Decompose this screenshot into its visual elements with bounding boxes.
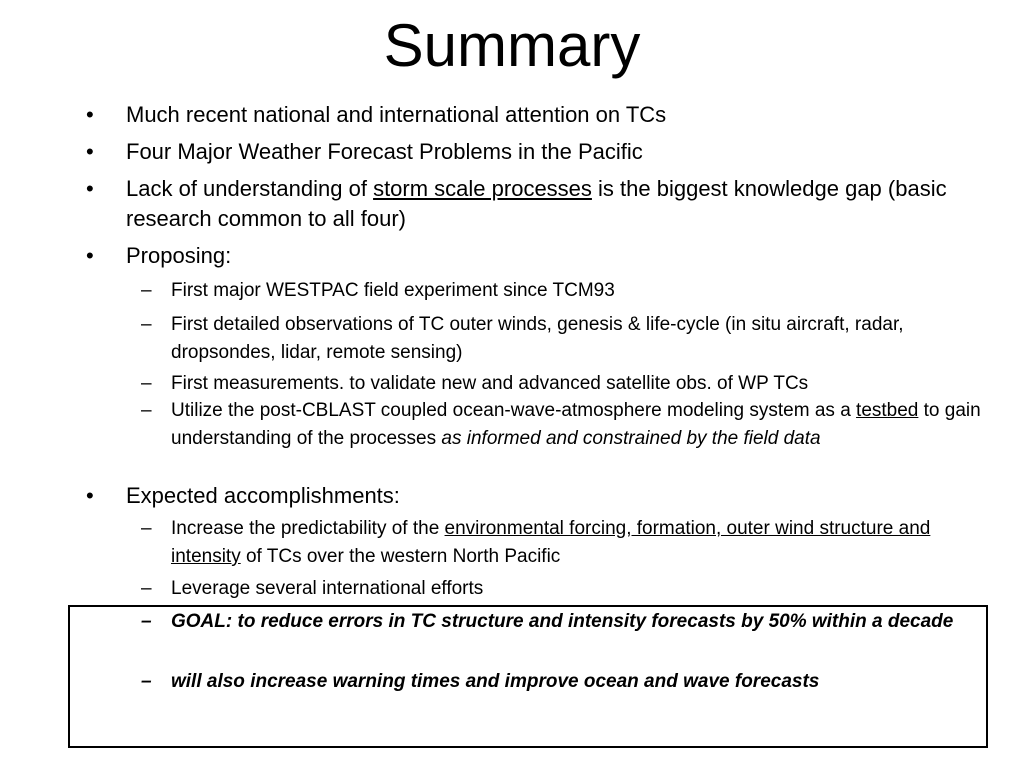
sub-bullet-item	[141, 515, 991, 571]
bullet-marker: •	[86, 102, 94, 127]
sub-bullet-text: First detailed observations of TC outer winds, genesis & life-cycle (in situ aircraft, radar, dropsondes, lidar, remote sensing)	[171, 314, 904, 363]
bullet-text: Expected accomplishments:	[126, 483, 400, 508]
bullet-text: Much recent national and international attention on TCs	[126, 102, 667, 127]
bullet-marker: •	[86, 139, 94, 164]
dash-marker: –	[141, 518, 152, 539]
bullet-text: Lack of understanding of	[126, 176, 374, 201]
dash-marker: –	[141, 373, 152, 394]
underlined-term: testbed	[856, 400, 919, 421]
bullet-text: Proposing:	[126, 243, 232, 268]
goal-item	[141, 608, 991, 636]
goal-text: GOAL: to reduce errors in TC structure and intensity forecasts by 50% within a decade	[171, 611, 954, 632]
bullet-text: Four Major Weather Forecast Problems in the Pacific	[126, 139, 643, 164]
bullet-text: is the biggest knowledge gap (basic research common to all four)	[126, 176, 947, 231]
bullet-item	[86, 137, 986, 167]
sub-bullet-item	[141, 277, 991, 305]
goal-text: will also increase warning times and improve ocean and wave forecasts	[171, 671, 820, 692]
italic-text: as informed and constrained by the field data	[441, 428, 821, 449]
bullet-item	[86, 174, 986, 234]
dash-marker: –	[141, 400, 152, 421]
sub-bullet-text: to gain understanding of the processes	[171, 400, 981, 449]
bullet-marker: •	[86, 176, 94, 201]
dash-marker: –	[141, 314, 152, 335]
slide-title: Summary	[383, 12, 641, 79]
sub-bullet-text: First measurements. to validate new and advanced satellite obs. of WP TCs	[171, 373, 809, 394]
sub-bullet-item	[141, 311, 991, 367]
underlined-term: storm scale processes	[373, 176, 592, 201]
sub-bullet-item	[141, 370, 991, 398]
sub-bullet-item	[141, 575, 991, 603]
sub-bullet-text: Utilize the post-CBLAST coupled ocean-wave-atmosphere modeling system as a	[171, 400, 857, 421]
sub-bullet-item	[141, 397, 991, 453]
sub-bullet-text: of TCs over the western North Pacific	[240, 546, 561, 567]
sub-bullet-text: Leverage several international efforts	[171, 578, 484, 599]
sub-bullet-text: Increase the predictability of the	[171, 518, 445, 539]
dash-marker: –	[141, 280, 152, 301]
bullet-item	[86, 241, 986, 271]
dash-marker: –	[141, 578, 152, 599]
bullet-marker: •	[86, 483, 94, 508]
dash-marker: –	[141, 611, 152, 632]
bullet-item	[86, 100, 986, 130]
underlined-term: environmental forcing, formation, outer wind structure and intensity	[171, 518, 931, 567]
sub-bullet-text: First major WESTPAC field experiment since TCM93	[171, 280, 615, 301]
goal-item	[141, 668, 991, 696]
dash-marker: –	[141, 671, 152, 692]
bullet-item	[86, 481, 986, 511]
bullet-marker: •	[86, 243, 94, 268]
